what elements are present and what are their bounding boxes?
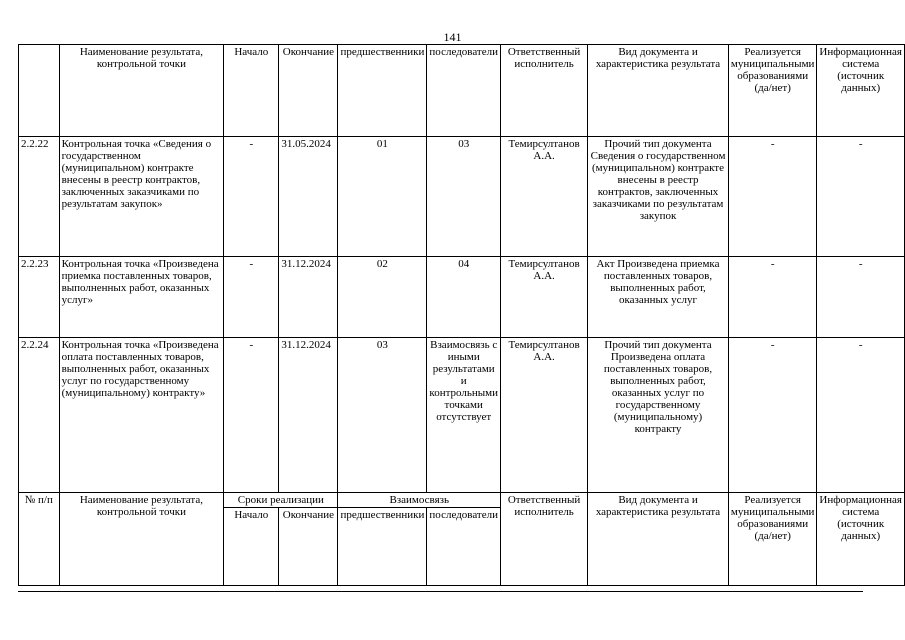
header-terms: Сроки реализации xyxy=(224,493,338,508)
table-row xyxy=(19,338,905,493)
row-responsible: Темирсултанов А.А. xyxy=(501,137,588,257)
row-successors: 04 xyxy=(427,257,501,338)
row-realized: - xyxy=(728,338,817,493)
header-responsible: Ответственный исполнитель xyxy=(501,493,588,586)
row-realized: - xyxy=(728,137,817,257)
header-name: Наименование результата, контрольной точки xyxy=(59,493,224,586)
row-end: 31.12.2024 xyxy=(279,338,338,493)
header-document: Вид документа и характеристика результата xyxy=(588,493,729,586)
control-points-table xyxy=(18,44,905,586)
row-successors: 03 xyxy=(427,137,501,257)
row-num: 2.2.24 xyxy=(19,338,60,493)
page-number: 141 xyxy=(443,30,462,44)
row-end: 31.12.2024 xyxy=(279,257,338,338)
header-successors: последователи xyxy=(427,508,501,586)
row-info-system: - xyxy=(817,137,905,257)
row-responsible: Темирсултанов А.А. xyxy=(501,338,588,493)
row-num: 2.2.22 xyxy=(19,137,60,257)
row-successors: Взаимосвязь с иными результатами и контрольными точками отсутствует xyxy=(427,338,501,493)
row-predecessors: 03 xyxy=(338,338,427,493)
row-start: - xyxy=(224,338,279,493)
header-responsible: Ответственный исполнитель xyxy=(501,45,588,137)
header-successors: последователи xyxy=(427,45,501,137)
row-end: 31.05.2024 xyxy=(279,137,338,257)
table-row xyxy=(19,257,905,338)
header-realized: Реализуется муниципальными образованиями (да/нет) xyxy=(728,493,817,586)
row-name: Контрольная точка «Произведена оплата поставленных товаров, выполненных работ, оказанных услуг по государственному (муниципальному) контракту» xyxy=(59,338,224,493)
header-num: № п/п xyxy=(19,493,60,586)
table-header-row xyxy=(19,493,905,508)
header-realized: Реализуется муниципальными образованиями (да/нет) xyxy=(728,45,817,137)
row-predecessors: 01 xyxy=(338,137,427,257)
header-start: Начало xyxy=(224,508,279,586)
table-header-row xyxy=(19,45,905,137)
header-document: Вид документа и характеристика результата xyxy=(588,45,729,137)
header-name: Наименование результата, контрольной точки xyxy=(59,45,224,137)
row-realized: - xyxy=(728,257,817,338)
table-row xyxy=(19,137,905,257)
row-num: 2.2.23 xyxy=(19,257,60,338)
row-responsible: Темирсултанов А.А. xyxy=(501,257,588,338)
row-document: Прочий тип документа Произведена оплата поставленных товаров, выполненных работ, оказанных услуг по государственному (муниципальному) контракту xyxy=(588,338,729,493)
row-name: Контрольная точка «Сведения о государственном (муниципальном) контракте внесены в реестр контрактов, заключенных заказчиками по результатам закупок» xyxy=(59,137,224,257)
header-predecessors: предшественники xyxy=(338,45,427,137)
row-document: Акт Произведена приемка поставленных товаров, выполненных работ, оказанных услуг xyxy=(588,257,729,338)
header-info-system: Информационная система (источник данных) xyxy=(817,45,905,137)
row-start: - xyxy=(224,257,279,338)
row-info-system: - xyxy=(817,257,905,338)
bottom-rule xyxy=(18,591,863,592)
row-info-system: - xyxy=(817,338,905,493)
header-predecessors: предшественники xyxy=(338,508,427,586)
row-document: Прочий тип документа Сведения о государственном (муниципальном) контракте внесены в реестр контрактов, заключенных заказчиками по результатам закупок xyxy=(588,137,729,257)
header-relation: Взаимосвязь xyxy=(338,493,501,508)
header-end: Окончание xyxy=(279,508,338,586)
row-name: Контрольная точка «Произведена приемка поставленных товаров, выполненных работ, оказанных услуг» xyxy=(59,257,224,338)
header-num xyxy=(19,45,60,137)
row-start: - xyxy=(224,137,279,257)
header-end: Окончание xyxy=(279,45,338,137)
header-info-system: Информационная система (источник данных) xyxy=(817,493,905,586)
row-predecessors: 02 xyxy=(338,257,427,338)
header-start: Начало xyxy=(224,45,279,137)
